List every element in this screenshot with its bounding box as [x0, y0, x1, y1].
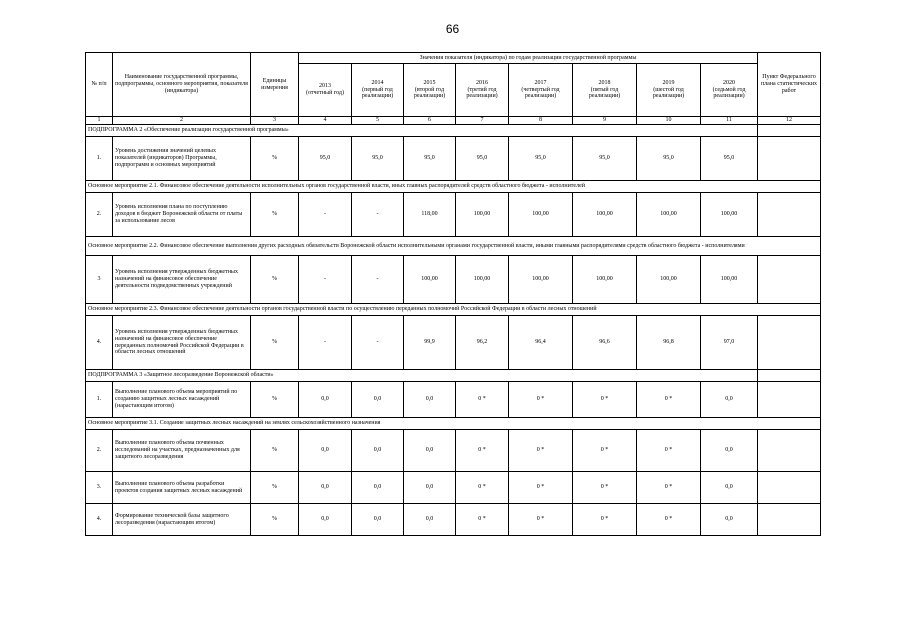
indicator-unit: %	[251, 316, 299, 370]
event-row	[86, 181, 821, 193]
subprogram-3-title: ПОДПРОГРАММА 3 «Защитное лесоразведение Воронежской области»	[86, 370, 758, 382]
table-row	[86, 193, 821, 237]
indicator-name: Выполнение планового объема почвенных исследований на участках, предназначенных для защитного лесоразведения	[113, 430, 251, 472]
header-plan-item: Пункт Федерального плана статистических работ	[758, 53, 821, 117]
value-cell: 0 *	[637, 382, 701, 418]
empty-cell	[758, 370, 821, 382]
value-cell: 100,00	[701, 256, 758, 304]
event-2-1-title: Основное мероприятие 2.1. Финансовое обеспечение деятельности исполнительных органов государственной власти, иных главных распорядителей средств областного бюджета - исполнителей	[86, 181, 821, 193]
value-cell: 0,0	[701, 430, 758, 472]
value-cell: 0,0	[352, 504, 404, 536]
value-cell: 0,0	[352, 430, 404, 472]
column-number: 5	[352, 117, 404, 125]
column-number: 3	[251, 117, 299, 125]
column-number: 11	[701, 117, 758, 125]
value-cell: -	[299, 316, 352, 370]
value-cell: 0 *	[573, 504, 637, 536]
column-number: 1	[86, 117, 113, 125]
empty-cell	[758, 137, 821, 181]
value-cell: 0 *	[637, 472, 701, 504]
value-cell: 0,0	[299, 504, 352, 536]
value-cell: 95,0	[352, 137, 404, 181]
event-2-2-title: Основное мероприятие 2.2. Финансовое обеспечение выполнения других расходных обязательств Воронежской области исполнительными органами государственной власти, иными главными распорядителями средств областного бюджета - исполнителями	[86, 237, 821, 256]
value-cell: 0,0	[701, 382, 758, 418]
value-cell: 0,0	[352, 382, 404, 418]
row-number: 4.	[86, 504, 113, 536]
value-cell: 0 *	[509, 504, 573, 536]
value-cell: 0 *	[509, 472, 573, 504]
column-number: 2	[113, 117, 251, 125]
indicator-unit: %	[251, 504, 299, 536]
value-cell: -	[352, 316, 404, 370]
value-cell: -	[352, 256, 404, 304]
page-number: 66	[445, 22, 460, 36]
value-cell: 100,00	[456, 193, 509, 237]
value-cell: 95,0	[701, 137, 758, 181]
value-cell: 95,0	[299, 137, 352, 181]
header-row	[86, 53, 821, 64]
table-row	[86, 430, 821, 472]
value-cell: -	[352, 193, 404, 237]
value-cell: 100,00	[509, 193, 573, 237]
value-cell: 95,0	[573, 137, 637, 181]
column-number: 8	[509, 117, 573, 125]
value-cell: 0,0	[299, 382, 352, 418]
table-row	[86, 504, 821, 536]
header-years-group: Значения показателя (индикатора) по годам реализации государственной программы	[299, 53, 758, 64]
header-number: № п/п	[86, 53, 113, 117]
value-cell: 0 *	[456, 430, 509, 472]
empty-cell	[758, 430, 821, 472]
event-row	[86, 237, 821, 256]
indicator-unit: %	[251, 382, 299, 418]
column-number: 7	[456, 117, 509, 125]
value-cell: 95,0	[404, 137, 456, 181]
event-3-1-title: Основное мероприятие 3.1. Создание защитных лесных насаждений на землях сельскохозяйственного назначения	[86, 418, 821, 430]
value-cell: 0,0	[404, 504, 456, 536]
row-number: 3	[86, 256, 113, 304]
value-cell: 100,00	[456, 256, 509, 304]
value-cell: 96,2	[456, 316, 509, 370]
indicator-name: Выполнение планового объема мероприятий по созданию защитных лесных насаждений (нарастающим итогом)	[113, 382, 251, 418]
indicator-unit: %	[251, 430, 299, 472]
value-cell: 0 *	[637, 430, 701, 472]
empty-cell	[758, 504, 821, 536]
value-cell: 97,0	[701, 316, 758, 370]
value-cell: 0,0	[404, 382, 456, 418]
value-cell: 0 *	[573, 430, 637, 472]
table-row	[86, 137, 821, 181]
column-numbers-row	[86, 117, 821, 125]
header-units: Единицы измерения	[251, 53, 299, 117]
value-cell: 0 *	[456, 472, 509, 504]
value-cell: 0 *	[637, 504, 701, 536]
header-year: 2019 (шестой год реализации)	[637, 64, 701, 117]
row-number: 2.	[86, 430, 113, 472]
indicator-name: Уровень исполнения утвержденных бюджетных назначений на финансовое обеспечение переданных полномочий Российской Федерации в области лесных отношений	[113, 316, 251, 370]
value-cell: 0,0	[299, 472, 352, 504]
indicator-name: Формирование технической базы защитного лесоразведения (нарастающим итогом)	[113, 504, 251, 536]
header-name: Наименование государственной программы, подпрограммы, основного мероприятия, показателя (индикатора)	[113, 53, 251, 117]
value-cell: 0,0	[701, 472, 758, 504]
value-cell: 0 *	[509, 382, 573, 418]
row-number: 3.	[86, 472, 113, 504]
indicator-unit: %	[251, 137, 299, 181]
empty-cell	[758, 316, 821, 370]
indicator-unit: %	[251, 256, 299, 304]
column-number: 10	[637, 117, 701, 125]
value-cell: -	[299, 256, 352, 304]
value-cell: 96,8	[637, 316, 701, 370]
table-row	[86, 472, 821, 504]
value-cell: 95,0	[509, 137, 573, 181]
value-cell: 0 *	[509, 430, 573, 472]
header-year: 2017 (четвертый год реализации)	[509, 64, 573, 117]
header-year: 2020 (седьмой год реализации)	[701, 64, 758, 117]
column-number: 9	[573, 117, 637, 125]
value-cell: 100,00	[509, 256, 573, 304]
indicator-name: Уровень исполнения плана по поступлению доходов в бюджет Воронежской области от платы за использование лесов	[113, 193, 251, 237]
value-cell: 95,0	[456, 137, 509, 181]
empty-cell	[758, 193, 821, 237]
row-number: 2.	[86, 193, 113, 237]
value-cell: 100,00	[637, 256, 701, 304]
header-year: 2016 (третий год реализации)	[456, 64, 509, 117]
value-cell: 0,0	[404, 430, 456, 472]
value-cell: 0,0	[299, 430, 352, 472]
empty-cell	[758, 472, 821, 504]
value-cell: 0,0	[701, 504, 758, 536]
value-cell: 0,0	[352, 472, 404, 504]
row-number: 1.	[86, 382, 113, 418]
value-cell: 100,00	[404, 256, 456, 304]
value-cell: -	[299, 193, 352, 237]
section-row	[86, 125, 821, 137]
value-cell: 100,00	[637, 193, 701, 237]
header-year: 2013 (отчетный год)	[299, 64, 352, 117]
empty-cell	[758, 382, 821, 418]
value-cell: 99,9	[404, 316, 456, 370]
value-cell: 0 *	[456, 504, 509, 536]
section-row	[86, 370, 821, 382]
event-2-3-title: Основное мероприятие 2.3. Финансовое обеспечение деятельности органов государственной власти по осуществлению переданных полномочий Российской Федерации в области лесных отношений	[86, 304, 821, 316]
value-cell: 95,0	[637, 137, 701, 181]
event-row	[86, 304, 821, 316]
table-row	[86, 382, 821, 418]
indicator-name: Уровень достижения значений целевых показателей (индикаторов) Программы, подпрограмм и основных мероприятий	[113, 137, 251, 181]
value-cell: 100,00	[573, 193, 637, 237]
value-cell: 96,4	[509, 316, 573, 370]
indicator-name: Уровень исполнения утвержденных бюджетных назначений на финансовое обеспечение деятельности подведомственных учреждений	[113, 256, 251, 304]
value-cell: 100,00	[573, 256, 637, 304]
value-cell: 0,0	[404, 472, 456, 504]
indicator-name: Выполнение планового объема разработки проектов создания защитных лесных насаждений	[113, 472, 251, 504]
table-row	[86, 256, 821, 304]
indicator-unit: %	[251, 472, 299, 504]
empty-cell	[758, 256, 821, 304]
indicator-unit: %	[251, 193, 299, 237]
header-year: 2015 (второй год реализации)	[404, 64, 456, 117]
header-year: 2014 (первый год реализации)	[352, 64, 404, 117]
indicators-table	[85, 52, 821, 536]
table-row	[86, 316, 821, 370]
value-cell: 0 *	[573, 472, 637, 504]
value-cell: 0 *	[573, 382, 637, 418]
column-number: 6	[404, 117, 456, 125]
subprogram-2-title: ПОДПРОГРАММА 2 «Обеспечение реализации государственной программы»	[86, 125, 758, 137]
empty-cell	[758, 125, 821, 137]
event-row	[86, 418, 821, 430]
value-cell: 118,00	[404, 193, 456, 237]
row-number: 1.	[86, 137, 113, 181]
column-number: 4	[299, 117, 352, 125]
value-cell: 0 *	[456, 382, 509, 418]
value-cell: 100,00	[701, 193, 758, 237]
row-number: 4.	[86, 316, 113, 370]
column-number: 12	[758, 117, 821, 125]
value-cell: 96,6	[573, 316, 637, 370]
header-year: 2018 (пятый год реализации)	[573, 64, 637, 117]
